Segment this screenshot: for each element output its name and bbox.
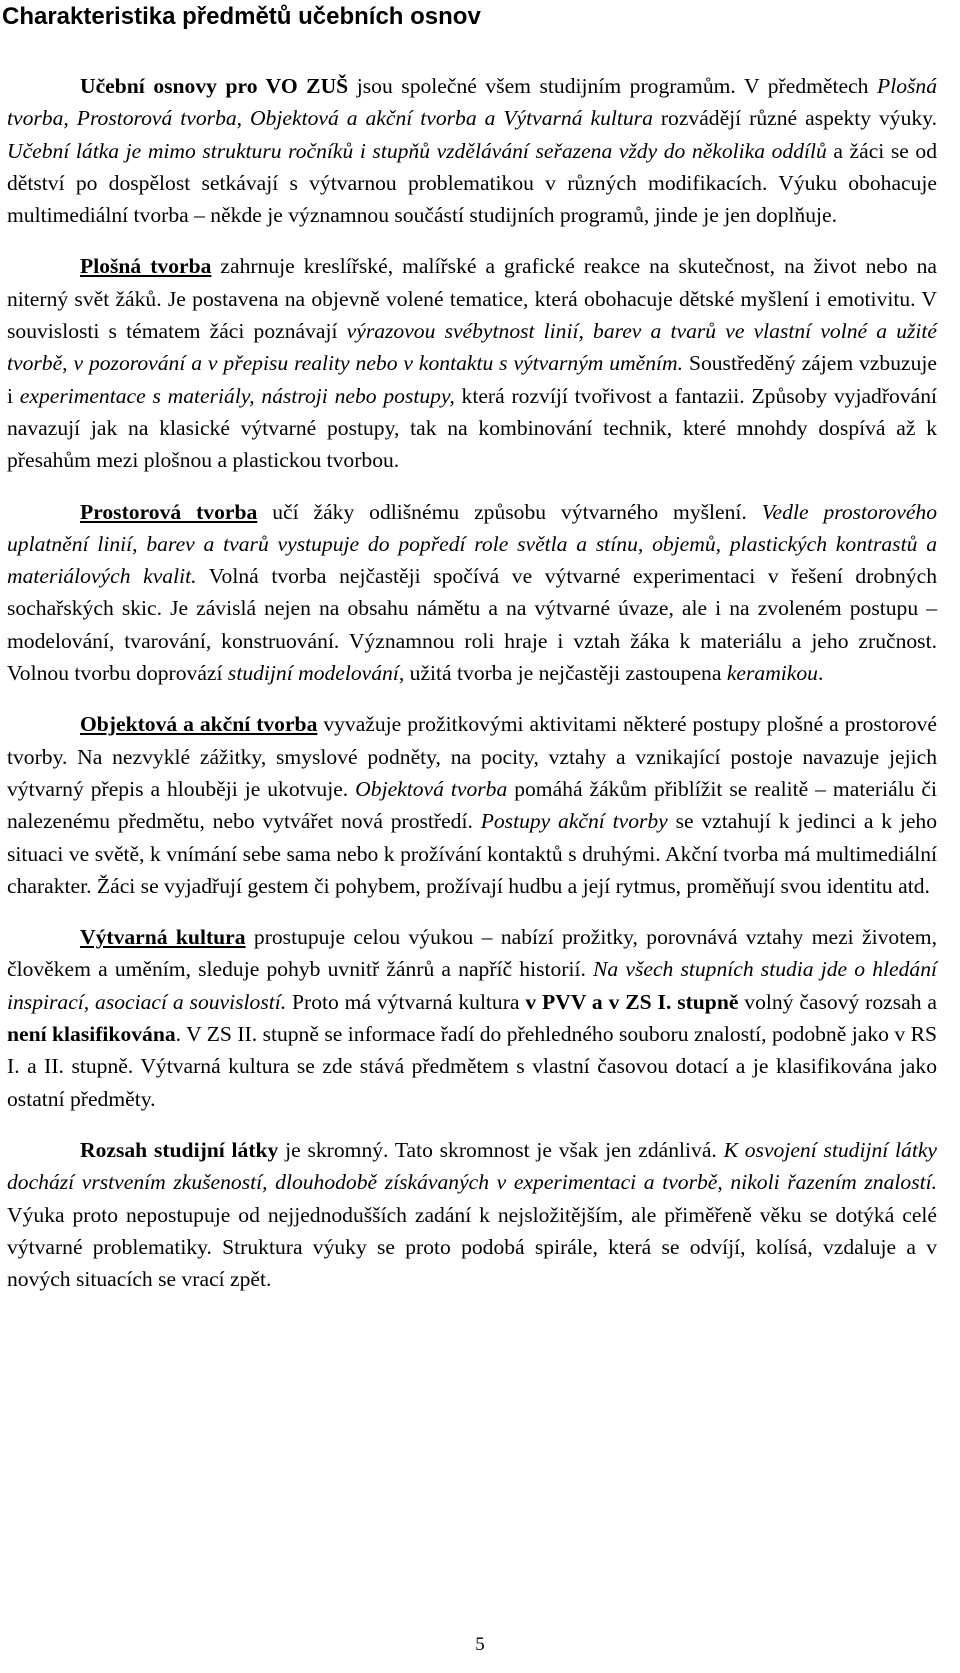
text-run: vyvažuje prožitkovými aktivitami některé postupy plošné a prostorové tvorby. Na nezvyklé zážitky, smyslové podněty, na pocity, vztahy a vznikající postoje navazuje jejich výtvarný přepis a hlouběji je ukotvuje. [7,712,937,801]
paragraph-prostorova [7,496,937,690]
paragraph-plosna [7,250,937,476]
text-run: Učební osnovy pro VO ZUŠ [80,74,349,98]
text-run: prostupuje celou výukou – nabízí prožitky, porovnává vztahy mezi životem, člověkem a uměním, sleduje pohyb uvnitř žánrů a napříč historií. [7,925,937,982]
text-run: zahrnuje kreslířské, malířské a grafické reakce na skutečnost, na život nebo na niterný svět žáků. Je postavena na objevně volené tematice, která obohacuje dětské myšlení i emotivitu. V souvislosti s tématem žáci poznávají [7,254,938,344]
text-run: není klasifikována [7,1022,176,1047]
text-run: v PVV a v ZS I. stupně [525,989,739,1014]
page-number: 5 [475,1634,485,1655]
text-run: keramikou [726,661,818,686]
paragraph-intro [7,70,937,231]
text-run: je skromný. Tato skromnost je však jen zdánlivá. [278,1137,724,1162]
document-body [7,70,937,1314]
text-run: . V ZS II. stupně se informace řadí do přehledného souboru znalostí, podobně jako v RS I. a II. stupně. Výtvarná kultura se zde stává předmětem s vlastní časovou dotací a je klasifikována jako ostatní předměty. [7,1022,937,1111]
text-run: jsou společné všem studijním programům. V předmětech [348,74,878,98]
text-run: Soustředěný zájem vzbuzuje i [7,351,937,408]
text-run: Rozsah studijní látky [80,1137,279,1162]
text-run: . [817,661,824,686]
text-run: Plošná tvorba [80,254,212,279]
text-run: Vedle prostorového uplatnění linií, barev a tvarů vystupuje do popředí role světla a stínu, objemů, plastických kontrastů a materiálových kvalit. [7,499,938,589]
text-run: která rozvíjí tvořivost a fantazii. Způsoby vyjadřování navazují jak na klasické výtvarné postupy, tak na kombinování technik, které mnohdy dospívá až k přesahům mezi plošnou a plastickou tvorbou. [7,383,937,473]
text-run: Objektová tvorba [355,776,508,801]
text-run: , užitá tvorba je nejčastěji zastoupena [398,661,727,686]
text-run: rozvádějí různé aspekty výuky. [652,106,937,131]
text-run: Výtvarná kultura [80,925,246,950]
text-run: studijní modelování [227,661,399,686]
paragraph-objektova [7,708,937,902]
text-run: Učební látka je mimo strukturu ročníků i stupňů vzdělávání seřazena vždy do několika oddílů [7,138,827,163]
text-run: Výuka proto nepostupuje od nejjednodušších zadání k nejsložitějším, ale přiměřeně věku se dotýká celé výtvarné problematiky. Struktura výuky se proto podobá spirále, která se odvíjí, kolísá, vzdaluje a v nových situacích se vrací zpět. [7,1202,937,1292]
text-run: Postupy akční tvorby [480,809,668,834]
text-run: Proto má výtvarná kultura [286,989,526,1014]
text-run: výrazovou svébytnost linií, barev a tvarů ve vlastní volné a užité tvorbě, v pozorování a v přepisu reality nebo v kontaktu s výtvarným uměním. [7,319,937,376]
text-run: experimentace s materiály, nástroji nebo postupy, [19,383,455,408]
paragraph-rozsah [7,1134,937,1295]
text-run: Plošná tvorba, Prostorová tvorba, Objektová a akční tvorba a Výtvarná kultura [7,74,937,131]
text-run: Objektová a akční tvorba [80,712,318,737]
page-heading: Charakteristika předmětů učebních osnov [2,3,481,30]
text-run: Na všech stupních studia jde o hledání inspirací, asociací a souvislostí. [7,957,937,1014]
text-run: K osvojení studijní látky dochází vrstvením zkušeností, dlouhodobě získávaných v experimentaci a tvorbě, nikoli řazením znalostí. [7,1137,938,1195]
text-run: se vztahují k jedinci a k jeho situaci ve světě, k vnímání sebe sama nebo k prožívání kontaktů s druhými. Akční tvorba má multimediální charakter. Žáci se vyjadřují gestem či pohybem, prožívají hudbu a její rytmus, proměňují svou identitu atd. [7,809,938,898]
text-run: a žáci se od dětství po dospělost setkávají s výtvarnou problematikou v různých modifikacích. Výuku obohacuje multimediální tvorba – někde je významnou součástí studijních programů, jinde je jen doplňuje. [7,138,937,228]
text-run: volný časový rozsah a [738,989,937,1014]
text-run: pomáhá žákům přiblížit se realitě – materiálu či nalezenému předmětu, nebo vytvářet nová prostředí. [7,776,938,834]
paragraph-kultura [7,921,937,1115]
text-run: Volná tvorba nejčastěji spočívá ve výtvarné experimentaci v řešení drobných sochařských skic. Je závislá nejen na obsahu námětu a na výtvarné úvaze, ale i na zvoleném postupu – modelování, tvarování, konstruování. Významnou roli hraje i vztah žáka k materiálu a jeho zručnost. Volnou tvorbu doprovází [7,564,937,686]
text-run: učí žáky odlišnému způsobu výtvarného myšlení. [257,499,762,524]
text-run: Prostorová tvorba [80,499,258,524]
